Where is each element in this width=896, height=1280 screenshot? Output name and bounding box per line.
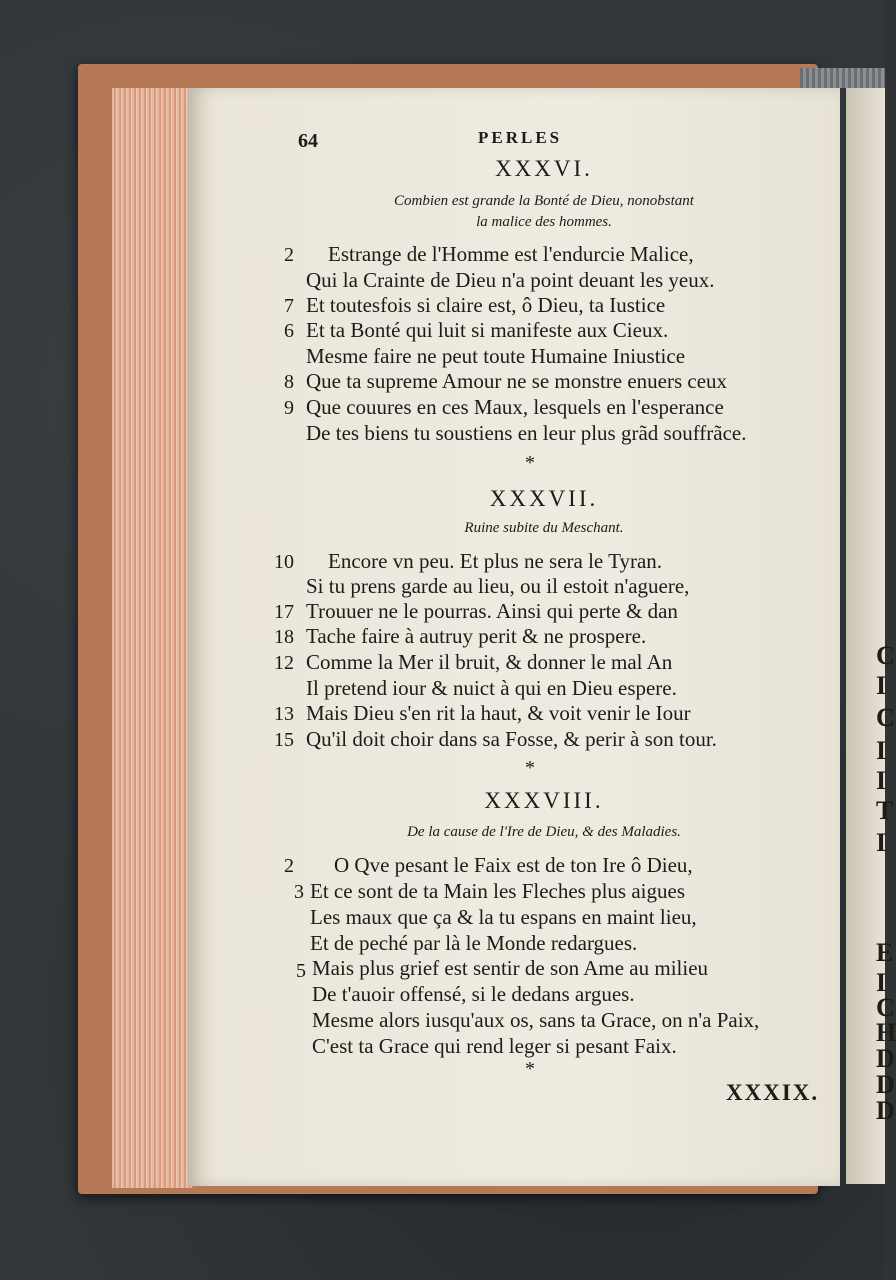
section-subtitle: Combien est grande la Bonté de Dieu, nonobstant [394,193,694,209]
verse-line: Mesme faire ne peut toute Humaine Iniustice [306,344,686,368]
verse-line: Mais plus grief est sentir de son Ame au milieu [312,956,709,980]
verse-number: 7 [284,295,294,317]
section-heading: XXXVI. [495,156,593,181]
catchword-next-heading: XXXIX. [726,1080,820,1105]
verse-number: 13 [274,703,294,725]
separator-star: * [525,1058,535,1080]
verse-line: Qu'il doit choir dans sa Fosse, & perir à son tour. [306,727,717,751]
right-page-letter: I [876,828,887,857]
verse-number: 8 [284,371,294,393]
verse-line: Tache faire à autruy perit & ne prospere. [306,624,647,648]
right-page-letter: I [876,671,887,700]
verse-line: C'est ta Grace qui rend leger si pesant Faix. [312,1034,677,1058]
verse-line: Que ta supreme Amour ne se monstre enuers ceux [306,369,728,393]
separator-star: * [525,757,535,779]
verse-number: 18 [274,626,294,648]
verse-number: 15 [274,729,294,751]
right-page-letter: D [876,1070,895,1099]
verse-number: 9 [284,397,294,419]
verse-line: Qui la Crainte de Dieu n'a point deuant les yeux. [306,268,715,292]
verse-line: Que couures en ces Maux, lesquels en l'esperance [306,395,724,419]
right-page-letter: I [876,766,887,795]
verse-number: 2 [284,244,294,266]
verse-line: Et ce sont de ta Main les Fleches plus aigues [310,879,685,903]
verse-line: Et toutesfois si claire est, ô Dieu, ta Iustice [306,293,666,317]
verse-line: Si tu prens garde au lieu, ou il estoit n'aguere, [306,574,690,598]
right-page-letter: D [876,1044,895,1073]
verse-line: Et ta Bonté qui luit si manifeste aux Cieux. [306,318,669,342]
verse-number: 5 [296,960,306,982]
section-heading: XXXVIII. [484,788,604,813]
verse-number: 6 [284,320,294,342]
right-page-letter: T [876,796,894,825]
verse-line: O Qve pesant le Faix est de ton Ire ô Dieu, [334,853,693,877]
verse-line: Et de peché par là le Monde redargues. [310,931,638,955]
right-page-letter: C [876,993,895,1022]
right-page-letter: E [876,938,894,967]
verse-line: Mais Dieu s'en rit la haut, & voit venir le Iour [306,701,691,725]
verse-line: Trouuer ne le pourras. Ainsi qui perte & dan [306,599,678,623]
right-page-letter: D [876,1096,895,1125]
right-page-edge [846,88,896,1184]
right-page-letter: C [876,703,895,732]
verse-line: Il pretend iour & nuict à qui en Dieu espere. [306,676,677,700]
verse-line: Comme la Mer il bruit, & donner le mal An [306,650,673,674]
right-page-letter: I [876,968,887,997]
right-page-letter: I [876,736,887,765]
verse-number: 12 [274,652,294,674]
verse-line: De tes biens tu soustiens en leur plus grãd souffrãce. [306,421,747,445]
section-subtitle: De la cause de l'Ire de Dieu, & des Maladies. [407,824,681,840]
page-edges [112,88,193,1188]
section-subtitle: Ruine subite du Meschant. [464,520,624,536]
separator-star: * [525,452,535,474]
right-page-letter: C [876,641,895,670]
verse-number: 3 [294,881,304,903]
verse-line: Mesme alors iusqu'aux os, sans ta Grace, on n'a Paix, [312,1008,760,1032]
verse-number: 10 [274,551,294,573]
binding-headband [800,68,885,88]
verse-number: 2 [284,855,294,877]
right-page-letter: H [876,1018,896,1047]
verse-line: Les maux que ça & la tu espans en maint lieu, [310,905,697,929]
running-head: PERLES [478,128,563,147]
section-subtitle: la malice des hommes. [476,214,612,230]
page-number: 64 [298,130,318,152]
verse-line: De t'auoir offensé, si le dedans argues. [312,982,635,1006]
verse-line: Estrange de l'Homme est l'endurcie Malice, [328,242,694,266]
verse-number: 17 [274,601,294,623]
section-heading: XXXVII. [489,486,599,511]
verse-line: Encore vn peu. Et plus ne sera le Tyran. [328,549,663,573]
